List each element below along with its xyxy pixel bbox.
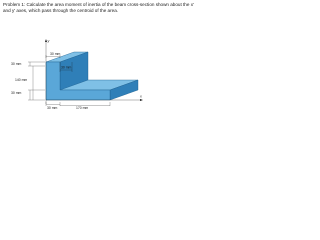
- problem-text: Calculate the area moment of inertia of the beam cross-section shown about the x' and y' axes, which pass through the centroid of the area.: [3, 2, 194, 13]
- x-axis-label: x: [140, 94, 142, 99]
- dim-left-bottom-label: 30 mm: [11, 91, 22, 95]
- dim-bottom-left-label: 30 mm: [47, 106, 58, 109]
- dim-height-label: 140 mm: [15, 78, 28, 82]
- dim-top-label: 30 mm: [50, 52, 61, 56]
- x-axis-arrow: [140, 99, 143, 101]
- dim-bottom-width-label: 170 mm: [76, 106, 89, 109]
- problem-label: Problem 1:: [3, 2, 26, 7]
- beam-figure: [0, 0, 200, 109]
- y-axis-label: y: [47, 39, 50, 43]
- dim-web-top-label: 30 mm: [61, 65, 72, 70]
- dim-left-top-label: 30 mm: [11, 62, 22, 66]
